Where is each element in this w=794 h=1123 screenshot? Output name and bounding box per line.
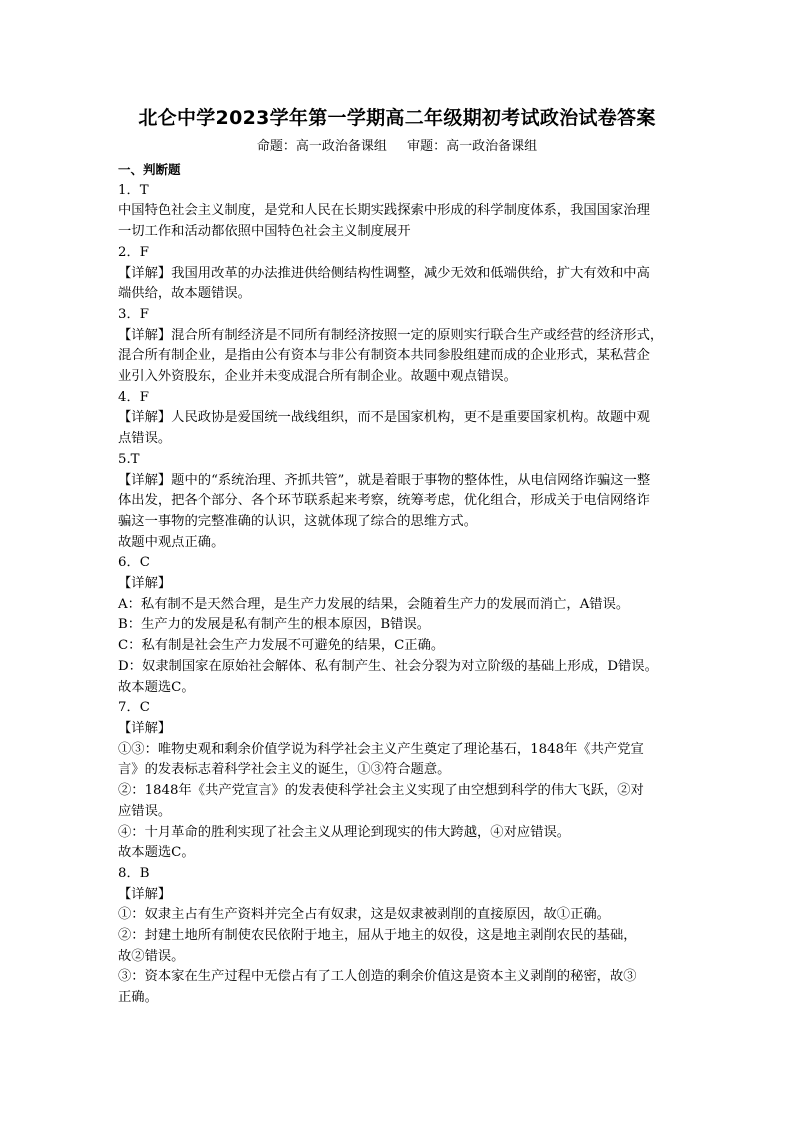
answer-line: 6．C [118, 555, 150, 571]
document-title: 北仑中学2023学年第一学期高二年级期初考试政治试卷答案 [138, 107, 656, 129]
answer-line: B：生产力的发展是私有制产生的根本原因，B错误。 [118, 617, 431, 633]
answer-line: 【详解】 [118, 720, 172, 736]
document-authors [0, 137, 794, 157]
answer-line: D：奴隶制国家在原始社会解体、私有制产生、社会分裂为对立阶级的基础上形成，D错误。 [118, 658, 658, 674]
answer-line: 【详解】 [118, 886, 172, 902]
answer-line: ③：资本家在生产过程中无偿占有了工人创造的剩余价值这是资本主义剥削的秘密，故③ [118, 969, 637, 985]
answer-body [118, 160, 678, 1009]
answer-line: 故本题选C。 [118, 845, 195, 861]
answer-line: 正确。 [118, 990, 158, 1006]
answer-line: ②：封建土地所有制使农民依附于地主，屈从于地主的奴役，这是地主剥削农民的基础， [118, 928, 637, 944]
answer-line: 【详解】人民政协是爱国统一战线组织，而不是国家机构，更不是重要国家机构。故题中观 [118, 410, 650, 426]
answer-line: 【详解】我国用改革的办法推进供给侧结构性调整，减少无效和低端供给，扩大有效和中高 [118, 265, 650, 281]
answer-line: ④：十月革命的胜利实现了社会主义从理论到现实的伟大跨越，④对应错误。 [118, 824, 571, 840]
answer-line: ①：奴隶主占有生产资料并完全占有奴隶，这是奴隶被剥削的直接原因，故①正确。 [118, 907, 610, 923]
answer-line: 端供给，故本题错误。 [118, 286, 251, 302]
answer-line: 【详解】题中的“系统治理、齐抓共管”，就是着眼于事物的整体性，从电信网络诈骗这一整 [118, 472, 651, 488]
setter-credit: 命题：高一政治备课组 [256, 139, 387, 154]
answer-line: 故题中观点正确。 [118, 534, 225, 550]
answer-line: 2．F [118, 244, 149, 260]
answer-line: C：私有制是社会生产力发展不可避免的结果，C正确。 [118, 638, 445, 654]
answer-line: A：私有制不是天然合理，是生产力发展的结果，会随着生产力的发展而消亡，A错误。 [118, 596, 630, 612]
answer-line: 8．B [118, 865, 150, 881]
answer-line: 【详解】混合所有制经济是不同所有制经济按照一定的原则实行联合生产或经营的经济形式， [118, 327, 664, 343]
reviewer-credit: 审题：高一政治备课组 [407, 139, 538, 154]
answer-line: 应错误。 [118, 803, 172, 819]
answer-line: 骗这一事物的完整准确的认识，这就体现了综合的思维方式。 [118, 513, 478, 529]
answer-line: 3．F [118, 306, 149, 322]
answer-line: ②：1848年《共产党宣言》的发表使科学社会主义实现了由空想到科学的伟大飞跃，②对 [118, 783, 644, 799]
answer-line: 故本题选C。 [118, 679, 195, 695]
answer-line: 中国特色社会主义制度，是党和人民在长期实践探索中形成的科学制度体系，我国国家治理 [118, 203, 650, 219]
answer-line: 一切工作和活动都依照中国特色社会主义制度展开 [118, 224, 411, 240]
answer-line: 5.T [118, 451, 140, 467]
answer-line: 7．C [118, 700, 150, 716]
answer-line: 1．T [118, 182, 149, 198]
answer-line: ①③：唯物史观和剩余价值学说为科学社会主义产生奠定了理论基石，1848年《共产党宣 [118, 741, 644, 757]
section-heading: 一、判断题 [118, 162, 181, 177]
answer-line: 体出发，把各个部分、各个环节联系起来考察，统筹考虑，优化组合，形成关于电信网络诈 [118, 493, 650, 509]
answer-line: 业引入外资股东，企业并未变成混合所有制企业。故题中观点错误。 [118, 369, 517, 385]
answer-line: 混合所有制企业，是指由公有资本与非公有制资本共同参股组建而成的企业形式，某私营企 [118, 348, 650, 364]
answer-line: 【详解】 [118, 576, 172, 592]
answer-line: 言》的发表标志着科学社会主义的诞生，①③符合题意。 [118, 762, 451, 778]
answer-line: 点错误。 [118, 431, 172, 447]
answer-line: 故②错误。 [118, 948, 185, 964]
answer-line: 4．F [118, 389, 149, 405]
